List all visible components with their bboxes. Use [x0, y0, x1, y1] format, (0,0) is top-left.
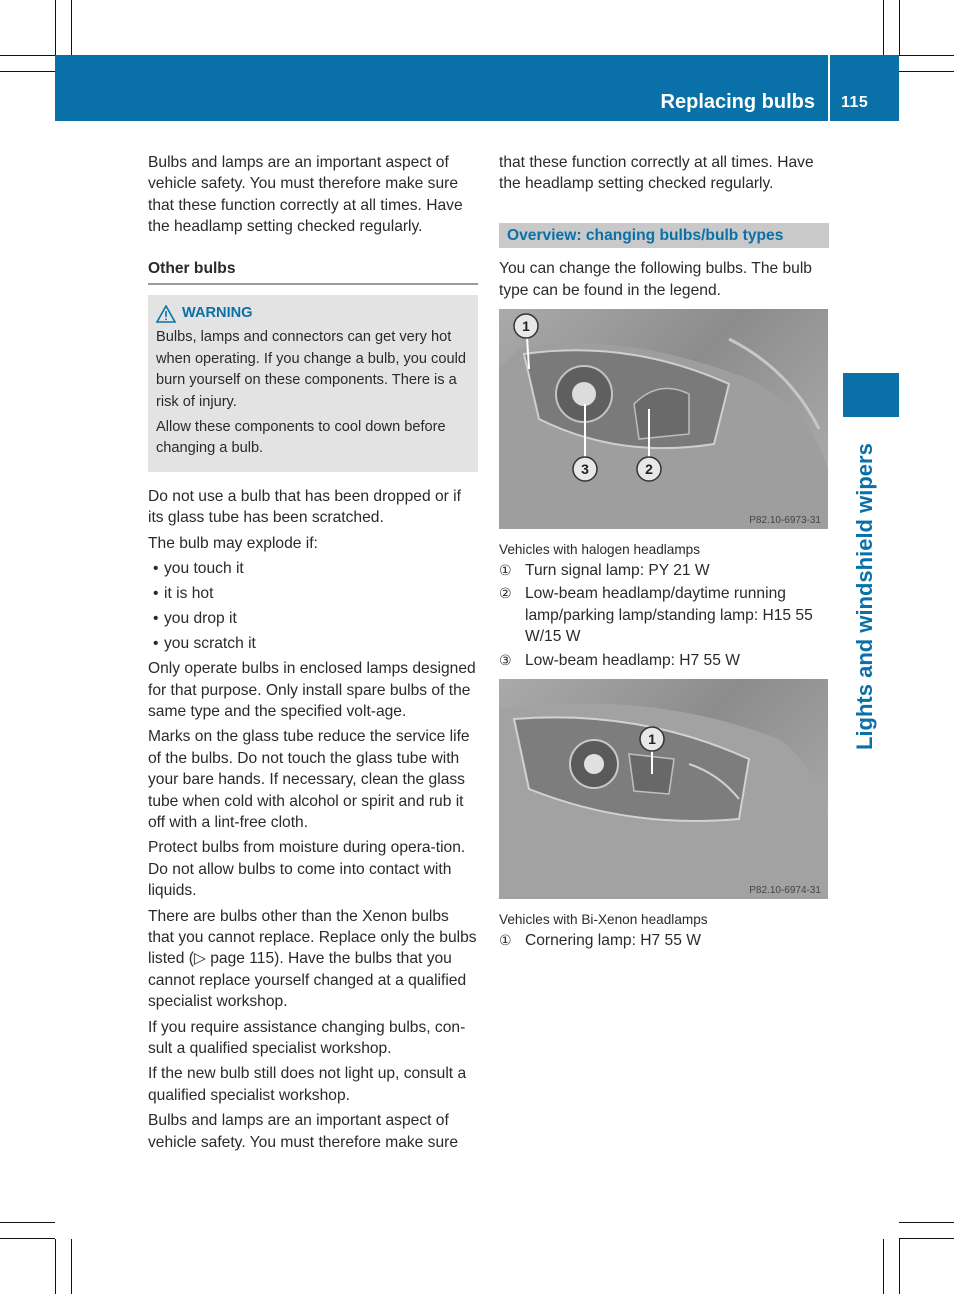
crop-mark — [899, 55, 954, 56]
right-column — [499, 152, 829, 953]
crop-mark — [0, 71, 55, 72]
warning-text: Bulbs, lamps and connectors can get very hot when operating. If you change a bulb, you could burn yourself on these components. There is a risk of injury. — [156, 329, 466, 410]
crop-mark — [899, 1222, 954, 1223]
paragraph: Protect bulbs from moisture during opera-tion. Do not allow bulbs to come into contact with liquids. — [148, 839, 466, 900]
list-item: • you drop it — [148, 608, 478, 629]
figure-caption: Vehicles with halogen headlamps — [499, 542, 701, 558]
warning-text: Allow these components to cool down before changing a bulb. — [156, 419, 446, 457]
continued-paragraph: that these function correctly at all times. Have the headlamp setting checked regularly. — [499, 154, 814, 193]
paragraph: There are bulbs other than the Xenon bulbs that you cannot replace. Replace only the bulbs listed (▷ page 115). Have the bulbs that you cannot replace yourself changed at a qualified specialist workshop. — [148, 907, 477, 1011]
figure-caption: Vehicles with Bi-Xenon headlamps — [499, 912, 708, 928]
figure-code: P82.10-6974-31 — [749, 885, 821, 897]
headlamp-illustration — [499, 679, 828, 899]
paragraph: Marks on the glass tube reduce the service life of the bulbs. Do not touch the glass tube with your bare hands. If necessary, clean the glass tube when cold with alcohol or spirit and rub it off with a lint-free cloth. — [148, 728, 470, 831]
legend-item — [499, 583, 829, 647]
page-header — [55, 55, 899, 121]
chapter-tab — [843, 373, 899, 417]
legend-number: ① — [499, 932, 512, 949]
paragraph: Only operate bulbs in enclosed lamps designed for that purpose. Only install spare bulbs of the same type and the specified volt-age. — [148, 660, 476, 720]
paragraph: Bulbs and lamps are an important aspect of vehicle safety. You must therefore make sure — [148, 1112, 459, 1151]
paragraph: If you require assistance changing bulbs, con-sult a qualified specialist workshop. — [148, 1018, 466, 1057]
subheading-other-bulbs: Other bulbs — [148, 258, 478, 285]
paragraph: If the new bulb still does not light up, consult a qualified specialist workshop. — [148, 1065, 467, 1104]
legend-item — [499, 560, 829, 581]
crop-mark — [899, 0, 900, 55]
legend-number: ③ — [499, 651, 512, 668]
callout-1: 1 — [522, 318, 530, 335]
callout-1: 1 — [648, 731, 656, 748]
legend-text: Low-beam headlamp: H7 55 W — [525, 651, 740, 669]
chapter-title: Lights and windshield wipers — [852, 443, 877, 750]
page-title: Replacing bulbs — [660, 91, 815, 113]
page-number: 115 — [841, 94, 869, 111]
warning-header — [156, 303, 470, 324]
left-column — [148, 152, 478, 1157]
list-item: • you scratch it — [148, 633, 478, 654]
figure-code: P82.10-6973-31 — [749, 515, 821, 527]
crop-mark — [55, 1239, 56, 1294]
warning-triangle-icon — [156, 305, 176, 323]
crop-mark — [899, 1239, 900, 1294]
crop-mark — [55, 0, 56, 55]
crop-mark — [883, 1239, 884, 1294]
legend-item — [499, 930, 829, 951]
paragraph: The bulb may explode if: — [148, 534, 318, 552]
crop-mark — [883, 0, 884, 55]
warning-label: WARNING — [182, 305, 253, 322]
paragraph: Do not use a bulb that has been dropped or if its glass tube has been scratched. — [148, 487, 461, 527]
legend-item — [499, 650, 829, 671]
list-item: • it is hot — [148, 583, 478, 604]
crop-mark — [899, 1238, 954, 1239]
bullet-list — [148, 558, 478, 654]
crop-mark — [0, 55, 55, 56]
legend-number: ① — [499, 562, 512, 579]
section-heading: Overview: changing bulbs/bulb types — [499, 223, 829, 248]
legend-number: ② — [499, 585, 512, 602]
crop-mark — [71, 1239, 72, 1294]
headlamp-illustration — [499, 309, 828, 529]
halogen-headlamp-photo — [499, 309, 828, 529]
crop-mark — [71, 0, 72, 55]
warning-box — [148, 295, 478, 472]
callout-2: 2 — [645, 461, 653, 478]
crop-mark — [899, 71, 954, 72]
callout-3: 3 — [581, 461, 589, 478]
legend-text: Cornering lamp: H7 55 W — [525, 932, 701, 950]
crop-mark — [0, 1222, 55, 1223]
header-divider — [828, 55, 830, 121]
intro-paragraph: Bulbs and lamps are an important aspect of vehicle safety. You must therefore make sure that these function correctly at all times. Have the headlamp setting checked regularly. — [148, 154, 463, 236]
legend-text: Turn signal lamp: PY 21 W — [525, 562, 710, 580]
list-item: • you touch it — [148, 558, 478, 579]
bixenon-headlamp-photo — [499, 679, 828, 899]
crop-mark — [0, 1238, 55, 1239]
legend-text: Low-beam headlamp/daytime running lamp/parking lamp/standing lamp: H15 55 W/15 W — [525, 585, 813, 646]
section-intro: You can change the following bulbs. The bulb type can be found in the legend. — [499, 260, 812, 299]
